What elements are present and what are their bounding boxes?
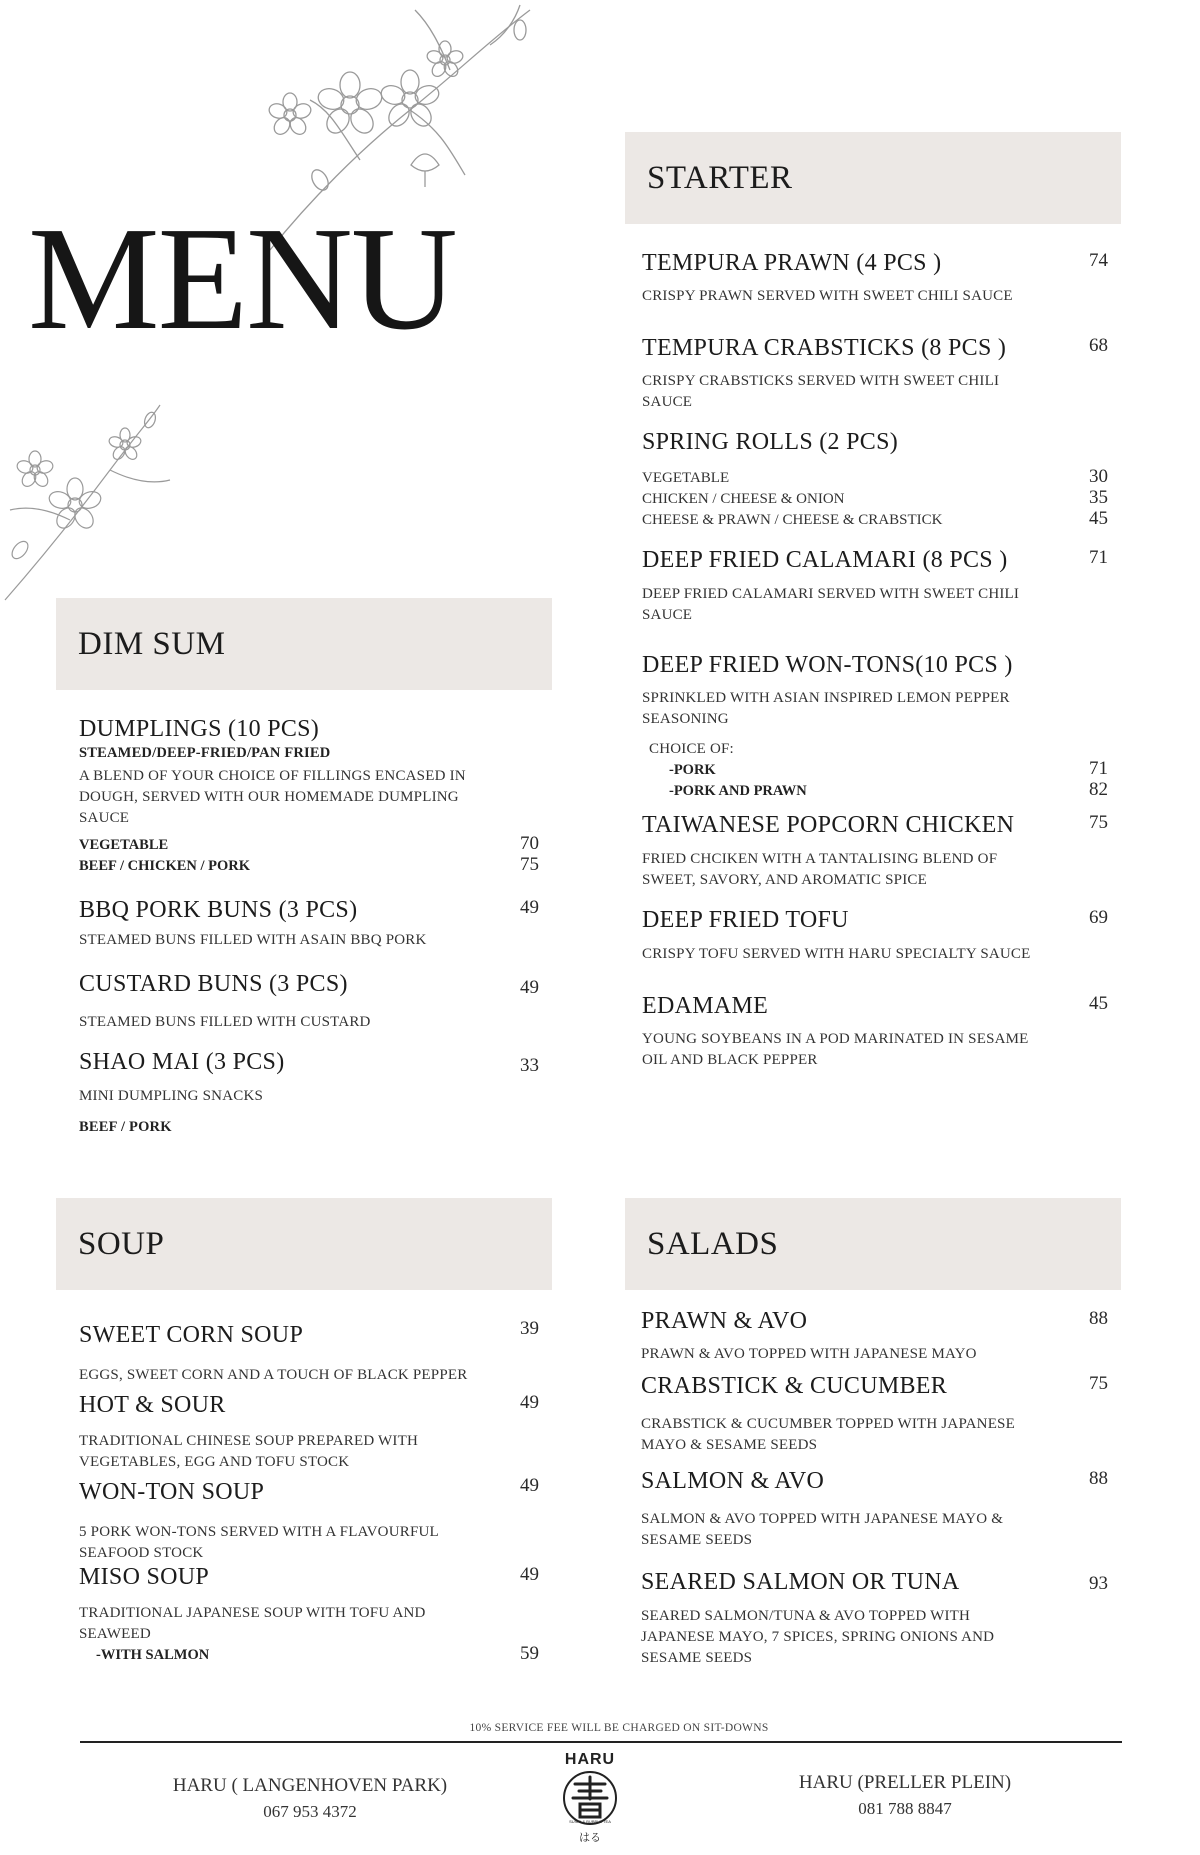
- item-name: DEEP FRIED CALAMARI (8 PCS ): [642, 547, 1008, 573]
- item-desc: CRISPY PRAWN SERVED WITH SWEET CHILI SAUCE: [642, 288, 1013, 304]
- item-desc: PRAWN & AVO TOPPED WITH JAPANESE MAYO: [641, 1346, 977, 1362]
- menu-item-dumplings: [79, 716, 539, 877]
- option-price: 59: [520, 1643, 539, 1664]
- item-name: SPRING ROLLS (2 PCS): [642, 429, 899, 455]
- option-price: 82: [1089, 779, 1108, 800]
- option-label: VEGETABLE: [79, 837, 169, 853]
- item-name: TEMPURA PRAWN (4 PCS ): [642, 250, 942, 276]
- option-price: 71: [1089, 758, 1108, 779]
- menu-item-bbq-pork-buns: [79, 897, 539, 951]
- location-langenhoven-park: [160, 1775, 460, 1822]
- item-desc: MINI DUMPLING SNACKS: [79, 1088, 264, 1104]
- item-desc: STEAMED BUNS FILLED WITH CUSTARD: [79, 1014, 371, 1030]
- section-title-salads: SALADS: [647, 1225, 779, 1262]
- section-header-salads: [625, 1198, 1121, 1290]
- item-name: DEEP FRIED WON-TONS(10 PCS ): [642, 652, 1013, 678]
- menu-item-popcorn-chicken: [642, 812, 1108, 891]
- menu-item-seared-salmon-tuna: [641, 1569, 1108, 1669]
- option-price: 70: [520, 833, 539, 854]
- item-desc: CRISPY CRABSTICKS SERVED WITH SWEET CHILI SAUCE: [642, 373, 1000, 410]
- item-price: 49: [520, 1564, 539, 1585]
- option-row: [79, 835, 539, 856]
- item-desc: SEARED SALMON/TUNA & AVO TOPPED WITH JAPANESE MAYO, 7 SPICES, SPRING ONIONS AND SESAME SEEDS: [641, 1608, 995, 1666]
- menu-item-edamame: [642, 993, 1108, 1071]
- option-label: -WITH SALMON: [96, 1647, 210, 1663]
- service-fee-notice: 10% SERVICE FEE WILL BE CHARGED ON SIT-DOWNS: [469, 1722, 769, 1734]
- option-price: 30: [1089, 466, 1108, 487]
- menu-item-crabstick-cucumber: [641, 1373, 1108, 1456]
- item-name: TEMPURA CRABSTICKS (8 PCS ): [642, 335, 1007, 361]
- item-name: BBQ PORK BUNS (3 PCS): [79, 897, 358, 923]
- item-desc: SALMON & AVO TOPPED WITH JAPANESE MAYO & SESAME SEEDS: [641, 1511, 1004, 1548]
- footer-divider: [80, 1741, 1122, 1743]
- menu-item-custard-buns: [79, 971, 539, 1033]
- menu-item-spring-rolls: [642, 429, 1108, 531]
- item-name: TAIWANESE POPCORN CHICKEN: [642, 812, 1015, 838]
- option-row: [642, 489, 1108, 510]
- item-price: 39: [520, 1318, 539, 1339]
- item-desc: CRISPY TOFU SERVED WITH HARU SPECIALTY SAUCE: [642, 946, 1031, 962]
- section-title-dim-sum: DIM SUM: [78, 625, 226, 662]
- item-price: 71: [1089, 547, 1108, 568]
- item-desc: TRADITIONAL CHINESE SOUP PREPARED WITH VEGETABLES, EGG AND TOFU STOCK: [79, 1433, 418, 1470]
- won-ton-options: [669, 760, 1108, 802]
- salads-list: [641, 1308, 1108, 1669]
- item-name: SEARED SALMON OR TUNA: [641, 1569, 960, 1595]
- logo-tagline: SUSHI & BUBBLE TEA: [569, 1819, 611, 1824]
- location-phone: 081 788 8847: [858, 1799, 952, 1818]
- option-label: VEGETABLE: [642, 470, 730, 486]
- item-name: SALMON & AVO: [641, 1468, 825, 1494]
- item-desc: EGGS, SWEET CORN AND A TOUCH OF BLACK PEPPER: [79, 1367, 468, 1383]
- dim-sum-list: [79, 716, 539, 1136]
- item-name: EDAMAME: [642, 993, 769, 1019]
- cherry-blossom-illustration-left: [0, 400, 180, 610]
- menu-item-won-tons: [642, 652, 1108, 802]
- menu-item-salmon-avo: [641, 1468, 1108, 1551]
- item-desc: CRABSTICK & CUCUMBER TOPPED WITH JAPANESE MAYO & SESAME SEEDS: [641, 1416, 1015, 1453]
- item-name: PRAWN & AVO: [641, 1308, 808, 1334]
- option-row: [642, 510, 1108, 531]
- menu-item-hot-and-sour: [79, 1392, 539, 1473]
- location-phone: 067 953 4372: [263, 1802, 357, 1821]
- menu-item-sweet-corn-soup: [79, 1318, 539, 1386]
- item-price: 49: [520, 1392, 539, 1413]
- item-name: CRABSTICK & CUCUMBER: [641, 1373, 948, 1399]
- item-price: 49: [520, 1475, 539, 1496]
- option-price: 35: [1089, 487, 1108, 508]
- item-price: 75: [1089, 812, 1108, 833]
- option-price: 75: [520, 854, 539, 875]
- item-price: 49: [520, 897, 539, 918]
- section-title-soup: SOUP: [78, 1225, 165, 1262]
- option-label: -PORK AND PRAWN: [669, 783, 807, 799]
- menu-item-calamari: [642, 547, 1108, 626]
- item-desc: TRADITIONAL JAPANESE SOUP WITH TOFU AND SEAWEED: [79, 1605, 426, 1642]
- location-name: HARU (PRELLER PLEIN): [798, 1772, 1012, 1793]
- menu-item-prawn-avo: [641, 1308, 1108, 1365]
- haru-logo: [555, 1752, 625, 1852]
- choice-label: CHOICE OF:: [649, 741, 734, 757]
- menu-item-tempura-prawn: [642, 250, 1108, 307]
- option-label: CHICKEN / CHEESE & ONION: [642, 491, 845, 507]
- item-price: 93: [1089, 1573, 1108, 1594]
- item-name: WON-TON SOUP: [79, 1479, 265, 1505]
- item-name: SWEET CORN SOUP: [79, 1322, 304, 1348]
- item-desc: FRIED CHCIKEN WITH A TANTALISING BLEND OF SWEET, SAVORY, AND AROMATIC SPICE: [642, 851, 998, 888]
- section-header-dim-sum: [56, 598, 552, 690]
- item-price: 45: [1089, 993, 1108, 1014]
- item-price: 33: [520, 1055, 539, 1076]
- item-name: DUMPLINGS (10 PCS): [79, 716, 320, 742]
- item-price: 88: [1089, 1308, 1108, 1329]
- option-price: 45: [1089, 508, 1108, 529]
- item-price: 88: [1089, 1468, 1108, 1489]
- menu-item-shao-mai: [79, 1049, 539, 1136]
- item-desc: A BLEND OF YOUR CHOICE OF FILLINGS ENCASED IN DOUGH, SERVED WITH OUR HOMEMADE DUMPLING SAUCE: [79, 768, 466, 826]
- item-price: 49: [520, 977, 539, 998]
- menu-item-deep-fried-tofu: [642, 907, 1108, 965]
- item-name: SHAO MAI (3 PCS): [79, 1049, 285, 1075]
- item-name: HOT & SOUR: [79, 1392, 226, 1418]
- item-name: DEEP FRIED TOFU: [642, 907, 849, 933]
- logo-wordmark: HARU: [564, 1751, 616, 1768]
- logo-kana: はる: [579, 1831, 601, 1844]
- item-note: BEEF / PORK: [79, 1119, 172, 1135]
- option-row: [642, 468, 1108, 489]
- logo-emblem-icon: [561, 1769, 619, 1827]
- section-header-soup: [56, 1198, 552, 1290]
- item-desc: SPRINKLED WITH ASIAN INSPIRED LEMON PEPPER SEASONING: [642, 690, 1010, 727]
- item-desc: DEEP FRIED CALAMARI SERVED WITH SWEET CHILI SAUCE: [642, 586, 1020, 623]
- menu-item-tempura-crabsticks: [642, 335, 1108, 413]
- section-header-starter: [625, 132, 1121, 224]
- spring-roll-options: [642, 468, 1108, 531]
- item-name: MISO SOUP: [79, 1564, 210, 1590]
- option-label: CHEESE & PRAWN / CHEESE & CRABSTICK: [642, 512, 943, 528]
- option-label: -PORK: [669, 762, 716, 778]
- option-row: [96, 1645, 539, 1666]
- item-desc: STEAMED BUNS FILLED WITH ASAIN BBQ PORK: [79, 932, 427, 948]
- option-label: BEEF / CHICKEN / PORK: [79, 858, 251, 874]
- item-price: 74: [1089, 250, 1108, 271]
- item-price: 75: [1089, 1373, 1108, 1394]
- location-preller-plein: [755, 1772, 1055, 1819]
- option-row: [669, 781, 1108, 802]
- section-title-starter: STARTER: [647, 159, 793, 196]
- item-subtitle: STEAMED/DEEP-FRIED/PAN FRIED: [79, 745, 331, 761]
- item-name: CUSTARD BUNS (3 PCS): [79, 971, 348, 997]
- starter-list: [642, 250, 1108, 1071]
- location-name: HARU ( LANGENHOVEN PARK): [172, 1775, 448, 1796]
- option-row: [669, 760, 1108, 781]
- menu-item-miso-soup: [79, 1564, 539, 1666]
- item-price: 69: [1089, 907, 1108, 928]
- dumpling-options: [79, 835, 539, 877]
- menu-title: MENU: [28, 197, 456, 361]
- item-desc: 5 PORK WON-TONS SERVED WITH A FLAVOURFUL SEAFOOD STOCK: [79, 1524, 439, 1561]
- item-desc: YOUNG SOYBEANS IN A POD MARINATED IN SESAME OIL AND BLACK PEPPER: [642, 1031, 1029, 1068]
- soup-list: [79, 1318, 539, 1666]
- menu-item-won-ton-soup: [79, 1475, 539, 1564]
- option-row: [79, 856, 539, 877]
- item-price: 68: [1089, 335, 1108, 356]
